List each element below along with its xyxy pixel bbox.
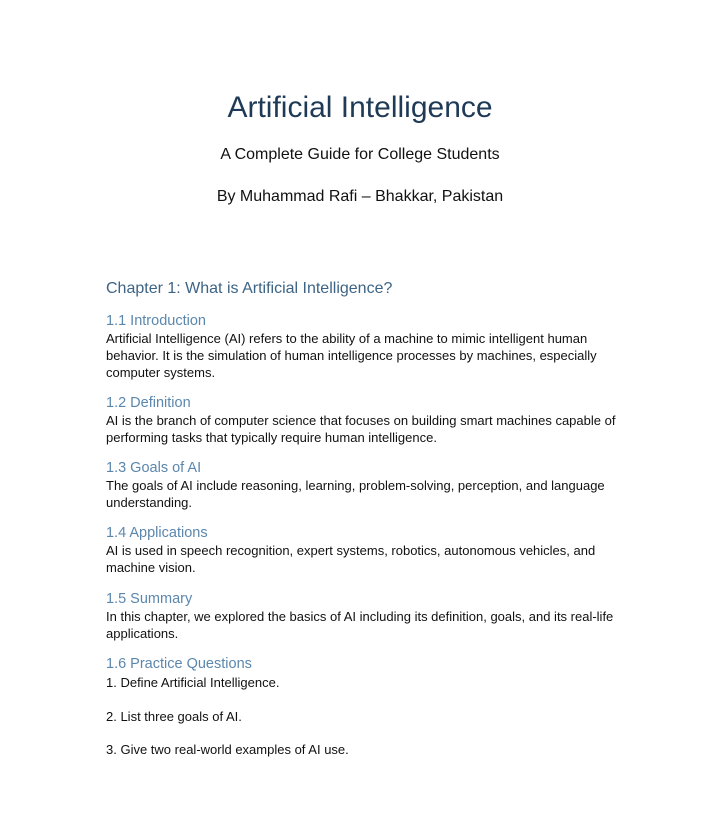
practice-question: 2. List three goals of AI. — [106, 709, 242, 724]
section-body: AI is the branch of computer science that focuses on building smart machines capable of performing tasks that typically require human intelligence. — [106, 413, 616, 445]
section-heading: 1.3 Goals of AI — [106, 460, 202, 476]
practice-question: 1. Define Artificial Intelligence. — [106, 675, 280, 690]
section-applications — [106, 524, 616, 576]
section-summary — [106, 590, 616, 642]
section-goals — [106, 459, 616, 511]
section-practice-questions — [106, 655, 616, 673]
section-heading: 1.4 Applications — [106, 525, 208, 541]
section-introduction — [106, 312, 616, 381]
section-definition — [106, 394, 616, 446]
section-body: AI is used in speech recognition, expert systems, robotics, autonomous vehicles, and machine vision. — [106, 543, 596, 575]
section-heading: 1.5 Summary — [106, 591, 193, 607]
section-body: Artificial Intelligence (AI) refers to the ability of a machine to mimic intelligent human behavior. It is the simulation of human intelligence processes by machines, especially computer systems. — [106, 331, 597, 380]
section-body: The goals of AI include reasoning, learning, problem-solving, perception, and language understanding. — [106, 478, 605, 510]
document-title: Artificial Intelligence — [227, 91, 493, 124]
section-heading: 1.1 Introduction — [106, 313, 206, 329]
practice-question: 3. Give two real-world examples of AI use. — [106, 742, 349, 757]
document-author: By Muhammad Rafi – Bhakkar, Pakistan — [216, 188, 504, 205]
section-heading: 1.2 Definition — [106, 395, 191, 411]
chapter-title: Chapter 1: What is Artificial Intelligence? — [106, 280, 393, 297]
document-subtitle: A Complete Guide for College Students — [220, 146, 500, 163]
section-body: In this chapter, we explored the basics of AI including its definition, goals, and its real-life applications. — [106, 609, 614, 641]
section-heading: 1.6 Practice Questions — [106, 656, 252, 672]
